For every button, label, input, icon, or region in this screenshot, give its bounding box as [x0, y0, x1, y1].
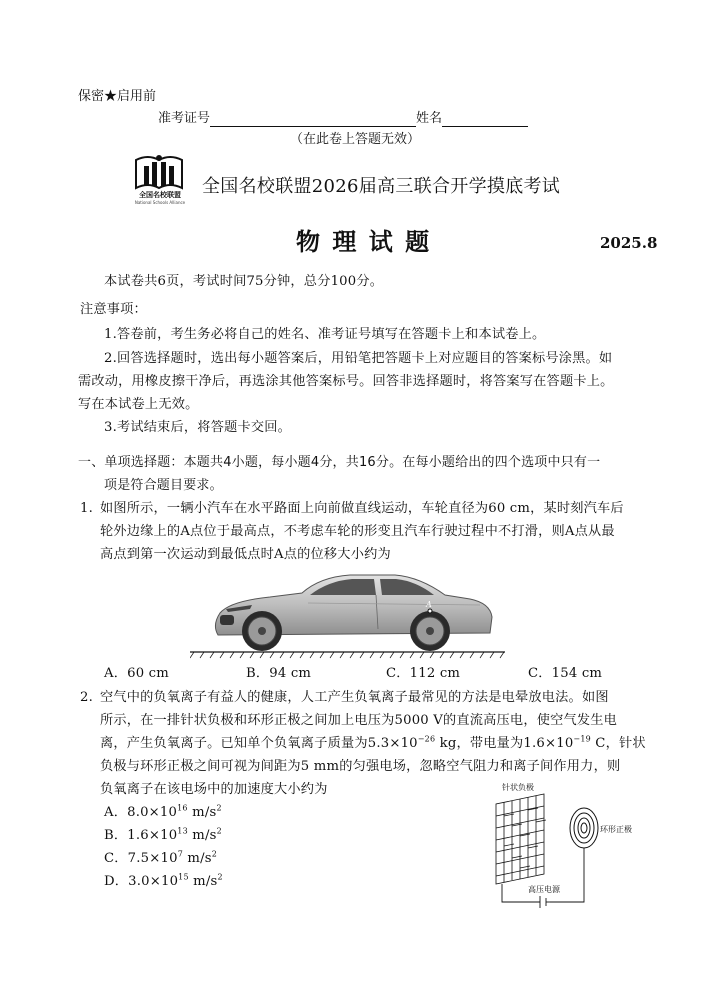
corona-diagram [488, 782, 676, 912]
q2-mass-exp: −26 [417, 734, 436, 744]
q1-number: 1. [80, 501, 93, 516]
exam-date: 2025.8 [600, 234, 658, 252]
q1-option-b[interactable]: B．94 cm [246, 666, 312, 681]
q1-line3: 高点到第一次运动到最低点时A点的位移大小约为 [100, 547, 391, 562]
name-label: 姓名 [416, 111, 443, 126]
q2-option-c[interactable] [104, 847, 217, 870]
car-figure [190, 565, 505, 660]
exam-id-field[interactable] [210, 112, 416, 127]
q1-option-a[interactable]: A．60 cm [104, 666, 169, 681]
subject-title: 物 理 试 题 [296, 228, 432, 256]
section1-heading-line1: 一、单项选择题：本题共4小题，每小题4分，共16分。在每小题给出的四个选项中只有一 [78, 455, 601, 470]
confidential-label: 保密★启用前 [78, 89, 157, 104]
q2-charge-exp: −19 [573, 734, 591, 744]
q2-a-unit-exp: 2 [216, 803, 222, 813]
note-2-line3: 写在本试卷上无效。 [78, 397, 199, 412]
q1-line1: 如图所示，一辆小汽车在水平路面上向前做直线运动，车轮直径为60 cm，某时刻汽车后 [100, 501, 624, 516]
q2-d-unit: m/s [188, 874, 218, 889]
q1-option-d[interactable]: C．154 cm [528, 666, 603, 681]
exam-info: 本试卷共6页，考试时间75分钟，总分100分。 [104, 274, 384, 289]
q2-d-base: D．3.0×10 [104, 874, 179, 889]
section1-heading-line2: 项是符合题目要求。 [104, 478, 223, 493]
q2-c-unit: m/s [182, 851, 212, 866]
q2-option-b[interactable] [104, 824, 222, 847]
q2-line5: 负氧离子在该电场中的加速度大小约为 [100, 782, 328, 797]
name-field[interactable] [442, 112, 528, 127]
q2-line1: 空气中的负氧离子有益人的健康，人工产生负氧离子最常见的方法是电晕放电法。如图 [100, 690, 609, 705]
q2-a-unit: m/s [187, 805, 217, 820]
q2-c-unit-exp: 2 [211, 849, 217, 859]
q2-d-exp: 15 [178, 872, 189, 882]
exam-title: 全国名校联盟2026届高三联合开学摸底考试 [202, 176, 561, 197]
q2-a-exp: 16 [177, 803, 188, 813]
q2-mass-text: 离，产生负氧离子。已知单个负氧离子质量为5.3×10 [100, 736, 418, 751]
corona-discharge-illustration [488, 782, 676, 912]
q2-line3-tail: C，针状 [590, 736, 646, 751]
q2-b-unit: m/s [187, 828, 217, 843]
note-3: 3.考试结束后，将答题卡交回。 [104, 420, 292, 435]
q2-option-d[interactable] [104, 870, 223, 893]
q2-d-unit-exp: 2 [217, 872, 223, 882]
candidate-line [158, 110, 528, 127]
point-a-label: A [426, 600, 432, 609]
q2-b-exp: 13 [177, 826, 188, 836]
invalid-note: （在此卷上答题无效） [290, 132, 421, 147]
q2-number: 2. [80, 690, 93, 705]
logo-text-en: National Schools Alliance [134, 200, 186, 205]
q2-a-base: A．8.0×10 [104, 805, 178, 820]
note-1: 1.答卷前，考生务必将自己的姓名、准考证号填写在答题卡上和本试卷上。 [104, 327, 546, 342]
ring-label: 环形正极 [600, 825, 632, 834]
q2-b-base: B．1.6×10 [104, 828, 178, 843]
q2-c-base: C．7.5×10 [104, 851, 178, 866]
q2-line3 [100, 732, 646, 755]
q2-line4: 负极与环形正极之间可视为间距为5 mm的匀强电场，忽略空气阻力和离子间作用力，则 [100, 759, 621, 774]
q2-line2: 所示，在一排针状负极和环形正极之间加上电压为5000 V的直流高压电，使空气发生电 [100, 713, 618, 728]
note-2-line2: 需改动，用橡皮擦干净后，再选涂其他答案标号。回答非选择题时，将答案写在答题卡上。 [78, 374, 614, 389]
q2-option-a[interactable] [104, 801, 222, 824]
q2-c-exp: 7 [177, 849, 183, 859]
q2-b-unit-exp: 2 [216, 826, 222, 836]
exam-id-label: 准考证号 [158, 111, 211, 126]
note-2-line1: 2.回答选择题时，选出每小题答案后，用铅笔把答题卡上对应题目的答案标号涂黑。如 [104, 351, 613, 366]
notes-heading: 注意事项： [80, 302, 147, 317]
alliance-logo [132, 152, 186, 210]
needle-label: 针状负极 [502, 783, 534, 792]
q2-charge-text: kg，带电量为1.6×10 [435, 736, 574, 751]
logo-text: 全国名校联盟 [139, 191, 181, 199]
car-illustration [190, 565, 505, 660]
q1-option-c[interactable]: C．112 cm [386, 666, 461, 681]
q1-line2: 轮外边缘上的A点位于最高点，不考虑车轮的形变且汽车行驶过程中不打滑，则A点从最 [100, 524, 615, 539]
source-label: 高压电源 [528, 885, 560, 894]
